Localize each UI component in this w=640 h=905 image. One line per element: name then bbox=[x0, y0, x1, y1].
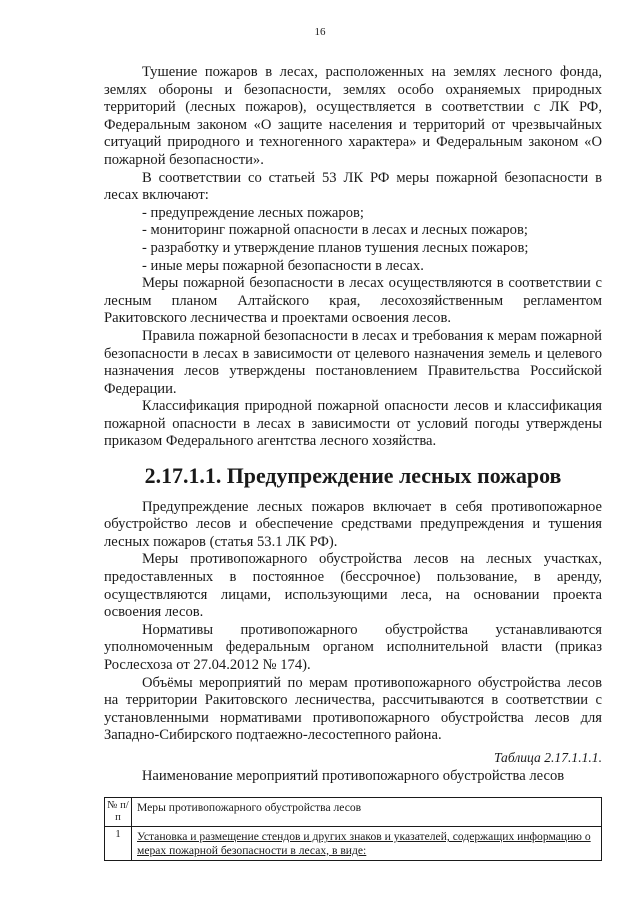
table-header-row bbox=[105, 798, 602, 827]
paragraph-classification: Классификация природной пожарной опасности лесов и классификация пожарной опасности в лесах в зависимости от условий погоды утверждены приказом Федерального агентства лесного хозяйства. bbox=[104, 398, 602, 450]
row-num-cell: 1 bbox=[105, 827, 132, 861]
paragraph-fire-rules: Правила пожарной безопасности в лесах и требования к мерам пожарной безопасности в лесах в зависимости от целевого назначения земель и целевого назначения лесов утверждены постановлением Правительства Российской Федерации. bbox=[104, 327, 602, 397]
header-num-cell: № п/п bbox=[105, 798, 132, 827]
table-reference: Таблица 2.17.1.1.1. bbox=[493, 749, 602, 765]
header-measure-cell: Меры противопожарного обустройства лесов bbox=[132, 798, 602, 827]
page-content bbox=[104, 64, 602, 861]
list-item: - мониторинг пожарной опасности в лесах и лесных пожаров; bbox=[142, 222, 528, 239]
row-measure-cell: Установка и размещение стендов и других знаков и указателей, содержащих информацию о мерах пожарной безопасности в лесах, в виде: bbox=[132, 827, 602, 861]
paragraph-article-53: В соответствии со статьей 53 ЛК РФ меры пожарной безопасности в лесах включают: bbox=[104, 169, 602, 204]
table-caption: Наименование мероприятий противопожарного обустройства лесов bbox=[141, 767, 565, 784]
page-number: 16 bbox=[314, 26, 326, 38]
section-heading: 2.17.1.1. Предупреждение лесных пожаров bbox=[144, 463, 562, 489]
paragraph-fire-suppression: Тушение пожаров в лесах, расположенных на землях лесного фонда, землях обороны и безопасности, землях особо охраняемых природных территорий (лесных пожаров), осуществляется в соответствии с ЛК РФ, Федеральным законом «О защите населения и территорий от чрезвычайных ситуаций природного и техногенного характера» и Федеральным законом «О пожарной безопасности». bbox=[104, 64, 602, 168]
fire-measures-table bbox=[104, 797, 602, 861]
list-item: - иные меры пожарной безопасности в лесах. bbox=[142, 257, 424, 274]
list-item: - разработку и утверждение планов тушения лесных пожаров; bbox=[142, 239, 529, 256]
paragraph-forest-plan: Меры пожарной безопасности в лесах осуществляются в соответствии с лесным планом Алтайского края, лесохозяйственным регламентом Ракитовского лесничества и проектами освоения лесов. bbox=[104, 275, 602, 327]
paragraph-volumes: Объёмы мероприятий по мерам противопожарного обустройства лесов на территории Ракитовского лесничества, рассчитываются в соответствии с установленными нормативами противопожарного обустройства лесов для Западно-Сибирского подтаежно-лесостепного района. bbox=[104, 674, 602, 744]
paragraph-norms: Нормативы противопожарного обустройства устанавливаются уполномоченным федеральным органом исполнительной власти (приказ Рослесхоза от 27.04.2012 № 174). bbox=[104, 621, 602, 673]
table-row bbox=[105, 827, 602, 861]
list-item: - предупреждение лесных пожаров; bbox=[142, 204, 364, 221]
paragraph-fire-arrangement: Меры противопожарного обустройства лесов на лесных участках, предоставленных в постоянное (бессрочное) пользование, в аренду, осуществляются лицами, использующими леса, на основании проекта освоения лесов. bbox=[104, 551, 602, 621]
paragraph-prevention: Предупреждение лесных пожаров включает в себя противопожарное обустройство лесов и обеспечение средствами предупреждения и тушения лесных пожаров (статья 53.1 ЛК РФ). bbox=[104, 498, 602, 550]
measures-list bbox=[104, 205, 602, 275]
